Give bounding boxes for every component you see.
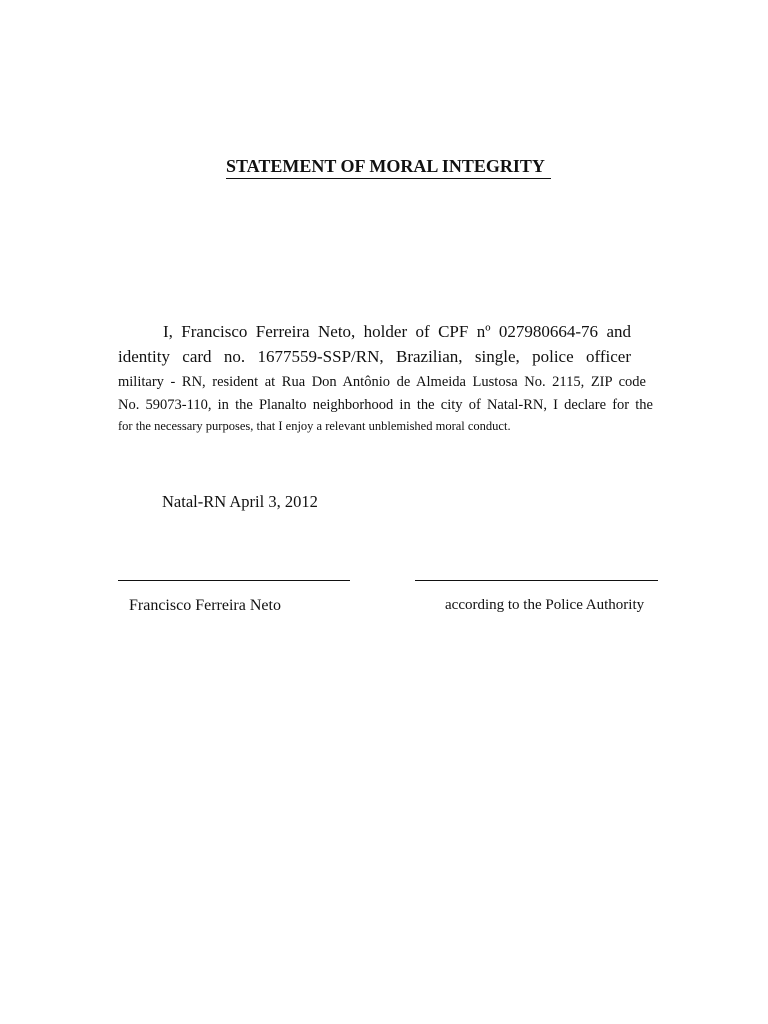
signature-line-left: [118, 580, 350, 581]
signature-name-left: Francisco Ferreira Neto: [129, 597, 281, 614]
date-line: Natal-RN April 3, 2012: [162, 492, 318, 511]
body-line-3: military - RN, resident at Rua Don Antônio de Almeida Lustosa No. 2115, ZIP code: [118, 374, 646, 390]
body-line-1: I, Francisco Ferreira Neto, holder of CPF nº 027980664-76 and: [163, 322, 631, 341]
document-title: STATEMENT OF MORAL INTEGRITY: [226, 156, 545, 176]
signature-line-right: [415, 580, 658, 581]
body-line-5: for the necessary purposes, that I enjoy a relevant unblemished moral conduct.: [118, 419, 511, 433]
signature-name-right: according to the Police Authority: [445, 597, 645, 613]
body-line-2: identity card no. 1677559-SSP/RN, Brazilian, single, police officer: [118, 347, 631, 366]
title-underline: [226, 178, 551, 179]
body-line-4: No. 59073-110, in the Planalto neighborhood in the city of Natal-RN, I declare for the: [118, 397, 653, 413]
